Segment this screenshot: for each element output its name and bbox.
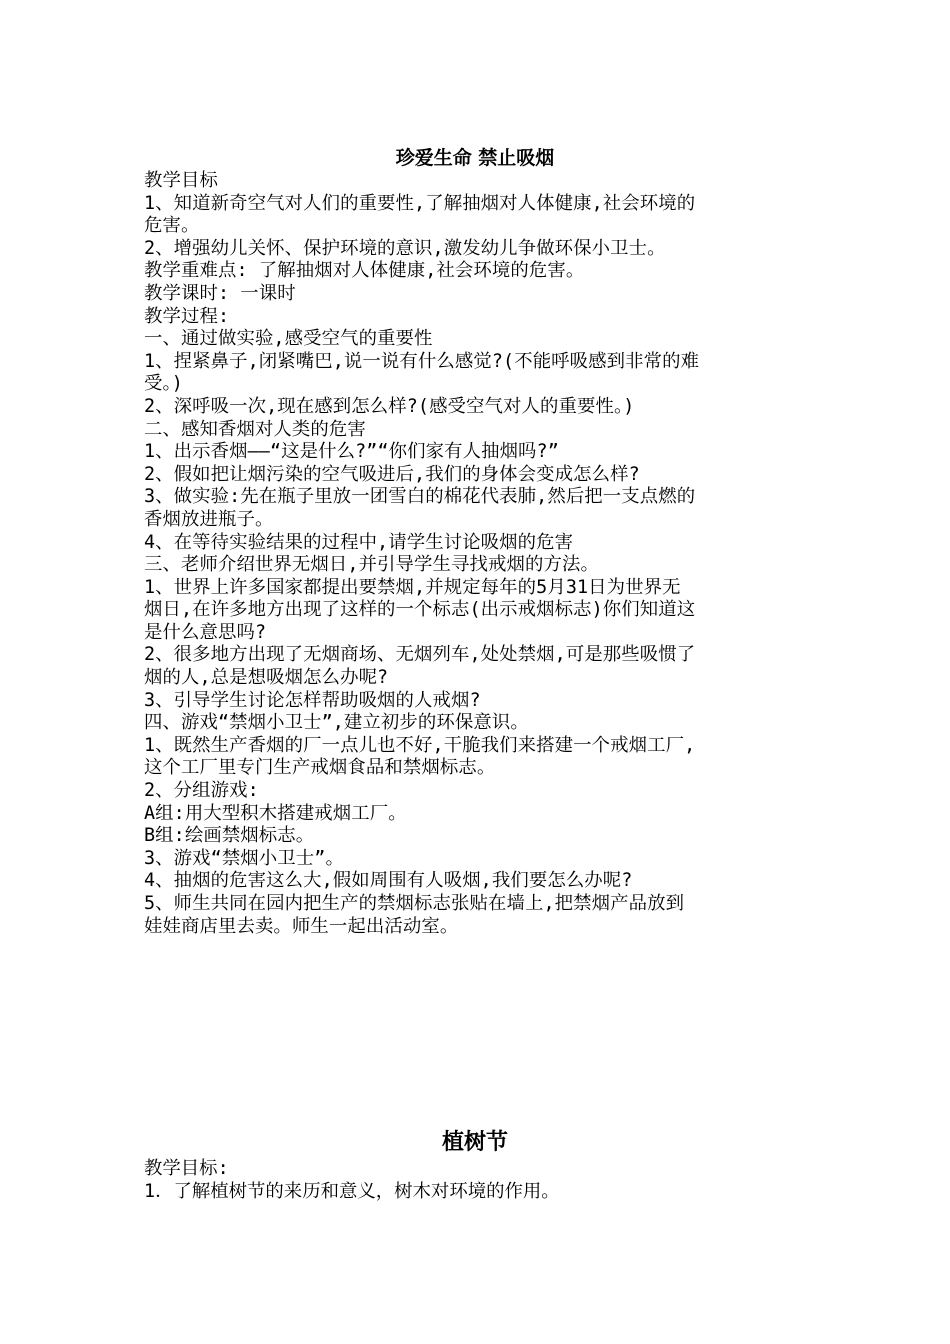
text-line: A组:用大型积木搭建戒烟工厂。 [144, 802, 407, 824]
text-line: 1、世界上许多国家都提出要禁烟,并规定每年的5月31日为世界无 [144, 576, 681, 598]
text-line: 1、捏紧鼻子,闭紧嘴巴,说一说有什么感觉?(不能呼吸感到非常的难 [144, 350, 700, 372]
text-line: 1．了解植树节的来历和意义，树木对环境的作用。 [144, 1180, 560, 1202]
text-line: 4、在等待实验结果的过程中,请学生讨论吸烟的危害 [144, 531, 574, 553]
text-line: 二、感知香烟对人类的危害 [144, 418, 366, 440]
text-line: 2、假如把让烟污染的空气吸进后,我们的身体会变成怎么样? [144, 463, 640, 485]
text-line: 3、游戏“禁烟小卫士”。 [144, 847, 344, 869]
text-line: 教学目标 [144, 170, 218, 191]
text-line: 2、很多地方出现了无烟商场、无烟列车,处处禁烟,可是那些吸惯了 [144, 644, 696, 666]
lesson-title-smoking: 珍爱生命 禁止吸烟 [395, 147, 555, 169]
text-line: 4、抽烟的危害这么大,假如周围有人吸烟,我们要怎么办呢? [144, 870, 633, 892]
text-line: 1、知道新奇空气对人们的重要性,了解抽烟对人体健康,社会环境的 [144, 192, 696, 214]
text-line: 2、增强幼儿关怀、保护环境的意识,激发幼儿争做环保小卫士。 [144, 237, 666, 259]
text-line: B组:绘画禁烟标志。 [144, 825, 315, 847]
text-line: 受。) [144, 373, 183, 395]
text-line: 烟日,在许多地方出现了这样的一个标志(出示戒烟标志)你们知道这 [144, 599, 696, 621]
text-line: 1、出示香烟——“这是什么?”“你们家有人抽烟吗?” [144, 441, 559, 463]
text-line: 2、分组游戏: [144, 780, 259, 802]
text-line: 教学课时: 一课时 [144, 282, 296, 304]
text-line: 3、引导学生讨论怎样帮助吸烟的人戒烟? [144, 689, 481, 711]
text-line: 1、既然生产香烟的厂一点儿也不好,干脆我们来搭建一个戒烟工厂, [144, 734, 696, 756]
text-line: 是什么意思吗? [144, 621, 267, 643]
text-line: 三、老师介绍世界无烟日,并引导学生寻找戒烟的方法。 [144, 554, 599, 576]
text-line: 教学过程: [144, 305, 230, 327]
text-line: 四、游戏“禁烟小卫士”,建立初步的环保意识。 [144, 712, 529, 734]
text-line: 3、做实验:先在瓶子里放一团雪白的棉花代表肺,然后把一支点燃的 [144, 486, 696, 508]
lesson-body-arbor-day [144, 1158, 809, 1203]
text-line: 这个工厂里专门生产戒烟食品和禁烟标志。 [144, 757, 496, 779]
text-line: 危害。 [144, 215, 200, 237]
text-line: 教学目标: [144, 1158, 229, 1179]
text-line: 5、师生共同在园内把生产的禁烟标志张贴在墙上,把禁烟产品放到 [144, 893, 685, 914]
lesson-body-smoking [144, 170, 809, 938]
text-line: 2、深呼吸一次,现在感到怎么样?(感受空气对人的重要性。) [144, 395, 635, 417]
text-line: 烟的人,总是想吸烟怎么办呢? [144, 667, 389, 689]
text-line: 教学重难点: 了解抽烟对人体健康,社会环境的危害。 [144, 260, 585, 282]
lesson-title-arbor-day: 植树节 [441, 1129, 508, 1155]
text-line: 一、通过做实验,感受空气的重要性 [144, 328, 433, 350]
text-line: 娃娃商店里去卖。师生一起出活动室。 [144, 915, 459, 937]
text-line: 香烟放进瓶子。 [144, 508, 274, 530]
